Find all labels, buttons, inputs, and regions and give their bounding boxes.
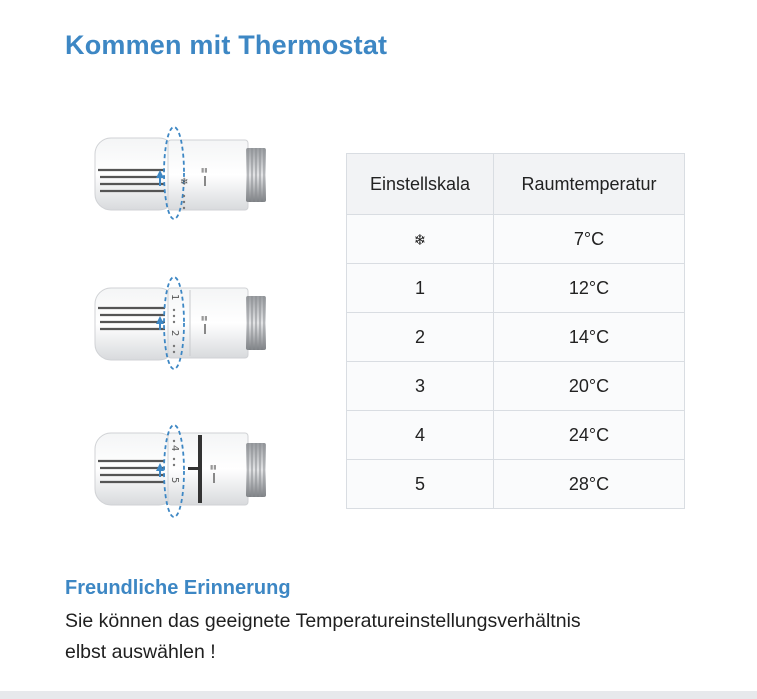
reminder-line-2: elbst auswählen ! (65, 641, 216, 663)
table-row (347, 460, 685, 509)
bottom-divider (0, 691, 757, 699)
snowflake-icon: ❄ (413, 230, 427, 249)
reminder-title: Freundliche Erinnerung (65, 577, 291, 599)
column-header-raumtemperatur: Raumtemperatur (494, 154, 685, 215)
svg-text:5: 5 (169, 477, 180, 484)
thermostat-head-snowflake-setting (80, 118, 290, 228)
scale-cell: 1 (347, 264, 494, 313)
reminder-line-1: Sie können das geeignete Temperatureinstellungsverhältnis (65, 610, 581, 632)
table-header-row (347, 154, 685, 215)
temperature-cell: 28°C (494, 460, 685, 509)
temperature-cell: 24°C (494, 411, 685, 460)
scale-cell (347, 215, 494, 264)
temperature-cell: 12°C (494, 264, 685, 313)
table-row (347, 362, 685, 411)
svg-text:1: 1 (169, 294, 180, 301)
svg-text:▮▮: ▮▮ (201, 315, 208, 322)
page-title: Kommen mit Thermostat (65, 30, 388, 60)
reminder-text (65, 606, 725, 668)
thermostat-head-setting-4-5 (80, 413, 290, 523)
scale-cell: 5 (347, 460, 494, 509)
svg-text:2: 2 (169, 330, 180, 337)
table-row (347, 313, 685, 362)
scale-cell: 3 (347, 362, 494, 411)
svg-text:4: 4 (169, 445, 180, 452)
svg-text:❄: ❄ (180, 177, 189, 188)
thermostat-illustrations (80, 118, 290, 538)
column-header-einstellskala: Einstellskala (347, 154, 494, 215)
temperature-cell: 7°C (494, 215, 685, 264)
svg-text:▮▮: ▮▮ (210, 464, 217, 471)
temperature-cell: 14°C (494, 313, 685, 362)
table-row (347, 411, 685, 460)
table-row (347, 264, 685, 313)
scale-cell: 4 (347, 411, 494, 460)
scale-cell: 2 (347, 313, 494, 362)
svg-text:▮▮: ▮▮ (201, 167, 208, 174)
thermostat-head-setting-1-2 (80, 268, 290, 378)
temperature-scale-table (346, 153, 685, 509)
temperature-cell: 20°C (494, 362, 685, 411)
table-row (347, 215, 685, 264)
